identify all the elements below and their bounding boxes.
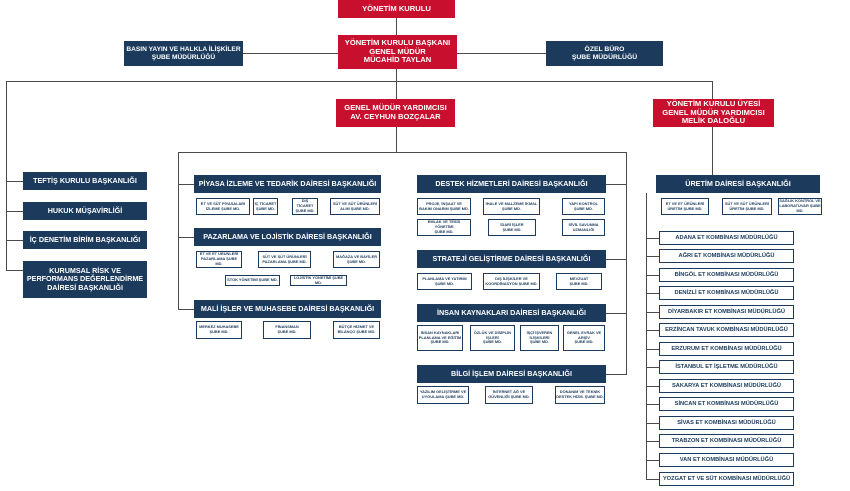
plant-box: İSTANBUL ET İŞLETME MÜDÜRLÜĞÜ <box>659 360 794 374</box>
plant-box: SAKARYA ET KOMBİNASI MÜDÜRLÜĞÜ <box>659 379 794 393</box>
plant-box: VAN ET KOMBİNASI MÜDÜRLÜĞÜ <box>659 453 794 467</box>
unit-box: YAZILIM GELİŞTİRME VE UYGULAMA ŞUBE MD. <box>417 386 469 404</box>
unit-box: ET VE SÜT PİYASALARI İZLEME ŞUBE MD. <box>196 198 250 215</box>
connector-line <box>396 127 397 152</box>
plant-box: ERZİNCAN TAVUK KOMBİNASI MÜDÜRLÜĞÜ <box>659 323 794 337</box>
connector-line <box>606 374 627 375</box>
board-member-deputy-box: YÖNETİM KURULU ÜYESİ GENEL MÜDÜR YARDIMCISI MELİK DALOĞLU <box>653 99 774 127</box>
unit-box: MAĞAZA VE BAYİLER ŞUBE MD. <box>333 251 380 268</box>
connector-line <box>178 309 194 310</box>
press-office-box: BASIN YAYIN VE HALKLA İLİŞKİLER ŞUBE MÜDÜRLÜĞÜ <box>124 41 243 66</box>
connector-line <box>6 211 23 212</box>
unit-box: DONANIM VE TEKNİK DESTEK HİZM. ŞUBE MD. <box>555 386 605 404</box>
connector-line <box>646 460 659 461</box>
plant-box: DENİZLİ ET KOMBİNASI MÜDÜRLÜĞÜ <box>659 286 794 300</box>
inspection-board-box: TEFTİŞ KURULU BAŞKANLIĞI <box>23 172 147 190</box>
connector-line <box>178 184 194 185</box>
unit-box: LOJİSTİK YÖNETİMİ ŞUBE MD. <box>290 275 347 286</box>
plant-box: SİNCAN ET KOMBİNASI MÜDÜRLÜĞÜ <box>659 397 794 411</box>
unit-box: SÜT VE SÜT ÜRÜNLERİ ÜRETİM ŞUBE MD. <box>722 198 772 215</box>
connector-line <box>6 240 23 241</box>
unit-box: İNSAN KAYNAKLARI PLANLAMA VE EĞİTİM ŞUBE MD. <box>417 325 463 351</box>
unit-box: İŞÇİ İŞVEREN İLİŞKİLERİ ŞUBE MD. <box>520 325 559 351</box>
connector-line <box>626 152 627 374</box>
unit-box: EMLAK VE TESİS YÖNETİMİ ŞUBE MD. <box>417 219 471 236</box>
unit-box: ET VE ET ÜRÜNLERİ ÜRETİM ŞUBE MD. <box>661 198 709 215</box>
unit-box: DIŞ İLİŞKİLER VE KOORDİNASYON ŞUBE MD. <box>483 273 540 290</box>
plant-box: BİNGÖL ET KOMBİNASI MÜDÜRLÜĞÜ <box>659 268 794 282</box>
connector-line <box>178 152 179 310</box>
connector-line <box>646 330 659 331</box>
plant-box: ERZURUM ET KOMBİNASI MÜDÜRLÜĞÜ <box>659 342 794 356</box>
connector-line <box>646 479 659 480</box>
unit-box: MEVZUAT ŞUBE MD. <box>556 273 602 290</box>
internal-audit-box: İÇ DENETİM BİRİM BAŞKANLIĞI <box>23 231 147 249</box>
strategy-dept: STRATEJİ GELİŞTİRME DAİRESİ BAŞKANLIĞI <box>417 250 606 268</box>
connector-line <box>606 184 627 185</box>
connector-line <box>243 53 338 54</box>
connector-line <box>6 81 712 82</box>
unit-box: SÜT VE SÜT ÜRÜNLERİ ALIM ŞUBE MD. <box>330 198 380 215</box>
unit-box: PLANLAMA VE YATIRIM ŞUBE MD. <box>417 273 472 290</box>
plant-box: AĞRI ET KOMBİNASI MÜDÜRLÜĞÜ <box>659 249 794 263</box>
unit-box: İÇ TİCARET ŞUBE MD. <box>253 198 278 215</box>
connector-line <box>646 193 647 480</box>
production-dept: ÜRETİM DAİRESİ BAŞKANLIĞI <box>656 175 820 193</box>
plant-box: YOZGAT ET VE SÜT KOMBİNASI MÜDÜRLÜĞÜ <box>659 472 794 486</box>
connector-line <box>646 312 659 313</box>
connector-line <box>178 152 626 153</box>
connector-line <box>646 293 659 294</box>
unit-box: MERKEZ MUHASEBE ŞUBE MD. <box>196 321 242 339</box>
connector-line <box>646 275 659 276</box>
connector-line <box>646 441 659 442</box>
connector-line <box>646 349 659 350</box>
connector-line <box>712 81 713 99</box>
unit-box: GENEL EVRAK VE ARŞİV ŞUBE MD. <box>563 325 605 351</box>
connector-line <box>6 181 23 182</box>
unit-box: İNTERNET AĞ VE GÜVENLİĞİ ŞUBE MD. <box>485 386 533 404</box>
connector-line <box>646 238 659 239</box>
unit-box: İDARİ İŞLER ŞUBE MD. <box>488 219 536 236</box>
unit-box: SAĞLIK KONTROL VE LABORATUVAR ŞUBE MD. <box>778 198 822 215</box>
plant-box: ADANA ET KOMBİNASI MÜDÜRLÜĞÜ <box>659 231 794 245</box>
unit-box: İHALE VE MALZEME İKMAL ŞUBE MD. <box>483 198 540 215</box>
connector-line <box>712 127 713 175</box>
plant-box: TRABZON ET KOMBİNASI MÜDÜRLÜĞÜ <box>659 434 794 448</box>
unit-box: SİVİL SAVUNMA UZMANLIĞI <box>562 219 605 236</box>
connector-line <box>646 423 659 424</box>
connector-line <box>606 259 627 260</box>
connector-line <box>606 313 627 314</box>
connector-line <box>646 367 659 368</box>
connector-line <box>178 237 194 238</box>
market-monitoring-dept: PİYASA İZLEME VE TEDARİK DAİRESİ BAŞKANLIĞI <box>194 175 381 193</box>
connector-line <box>646 386 659 387</box>
board-box: YÖNETİM KURULU <box>338 0 455 18</box>
unit-box: ÖZLÜK VE DİSİPLİN İŞLERİ ŞUBE MD. <box>470 325 515 351</box>
finance-accounting-dept: MALİ İŞLER VE MUHASEBE DAİRESİ BAŞKANLIĞI <box>194 300 381 318</box>
plant-box: DİYARBAKIR ET KOMBİNASI MÜDÜRLÜĞÜ <box>659 305 794 319</box>
unit-box: ET VE ET ÜRÜNLERİ PAZARLAMA ŞUBE MD. <box>196 251 242 268</box>
unit-box: FİNANSMAN ŞUBE MD. <box>263 321 311 339</box>
unit-box: PROJE, İNŞAAT VE BAKIM ONARIM ŞUBE MD. <box>417 198 471 215</box>
support-services-dept: DESTEK HİZMETLERİ DAİRESİ BAŞKANLIĞI <box>417 175 606 193</box>
legal-counsel-box: HUKUK MÜŞAVİRLİĞİ <box>23 202 147 220</box>
risk-performance-box: KURUMSAL RİSK VE PERFORMANS DEĞERLENDİRME DAİRESİ BAŞKANLIĞI <box>23 261 147 298</box>
it-dept: BİLGİ İŞLEM DAİRESİ BAŞKANLIĞI <box>417 365 606 383</box>
human-resources-dept: İNSAN KAYNAKLARI DAİRESİ BAŞKANLIĞI <box>417 304 606 322</box>
deputy-gm-box: GENEL MÜDÜR YARDIMCISI AV. CEYHUN BOZÇALAR <box>336 99 455 127</box>
unit-box: STOK YÖNETİMİ ŞUBE MD. <box>225 275 280 286</box>
marketing-logistics-dept: PAZARLAMA VE LOJİSTİK DAİRESİ BAŞKANLIĞI <box>194 228 381 246</box>
board-chair-box: YÖNETİM KURULU BAŞKANI GENEL MÜDÜR MÜCAHİD TAYLAN <box>338 35 457 69</box>
unit-box: SÜT VE SÜT ÜRÜNLERİ PAZARLAMA ŞUBE MD. <box>258 251 311 268</box>
connector-line <box>646 256 659 257</box>
unit-box: BÜTÇE HİZMET VE BİLANÇO ŞUBE MD. <box>333 321 380 339</box>
connector-line <box>457 53 546 54</box>
connector-line <box>646 404 659 405</box>
connector-line <box>6 270 23 271</box>
unit-box: YAPI KONTROL ŞUBE MD. <box>562 198 605 215</box>
plant-box: SİVAS ET KOMBİNASI MÜDÜRLÜĞÜ <box>659 416 794 430</box>
unit-box: DIŞ TİCARET ŞUBE MD. <box>292 198 318 215</box>
private-office-box: ÖZEL BÜRO ŞUBE MÜDÜRLÜĞÜ <box>546 41 663 66</box>
connector-line <box>6 81 7 271</box>
